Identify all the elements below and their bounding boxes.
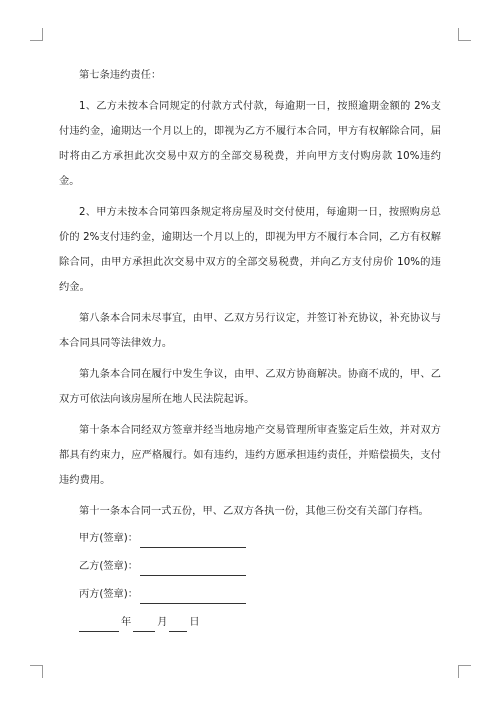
article-11: 第十一条本合同一式五份，甲、乙双方各执一份，其他三份交有关部门存档。 bbox=[79, 506, 429, 517]
signature-party-b bbox=[79, 558, 441, 576]
article-9: 第九条本合同在履行中发生争议，由甲、乙双方协商解决。协商不成的，甲、乙双方可依法向该房屋所在地人民法院起诉。 bbox=[59, 369, 441, 405]
signature-party-a bbox=[79, 530, 441, 548]
document-body bbox=[59, 63, 441, 632]
signature-party-b-line[interactable] bbox=[140, 563, 246, 576]
signature-party-b-label: 乙方(签章)： bbox=[79, 561, 138, 572]
article-10: 第十条本合同经双方签章并经当地房地产交易管理所审查鉴定后生效，并对双方都具有约束力，应严格履行。如有违约，违约方愿承担违约责任，并赔偿损失，支付违约费用。 bbox=[59, 425, 441, 486]
article-7-clause-1: 1、乙方未按本合同规定的付款方式付款，每逾期一日，按照逾期金额的 2%支付违约金，逾期达一个月以上的，即视为乙方不履行本合同，甲方有权解除合同，届时将由乙方承担此次交易中双方的全部交易税费，并向甲方支付购房款 10%违约金。 bbox=[59, 101, 441, 187]
article-8: 第八条本合同未尽事宜，由甲、乙双方另行议定，并签订补充协议，补充协议与本合同具同等法律效力。 bbox=[59, 313, 441, 349]
signature-party-c-label: 丙方(签章)： bbox=[79, 589, 138, 600]
date-year-blank[interactable] bbox=[79, 619, 119, 632]
signature-party-c-line[interactable] bbox=[140, 591, 246, 604]
signing-date bbox=[79, 614, 441, 632]
date-month-blank[interactable] bbox=[133, 619, 155, 632]
date-day-blank[interactable] bbox=[169, 619, 187, 632]
article-7-clause-2: 2、甲方未按本合同第四条规定将房屋及时交付使用，每逾期一日，按照购房总价的 2%支付违约金，逾期达一个月以上的，即视为甲方不履行本合同，乙方有权解除合同，由甲方承担此次交易中双方的全部交易税费，并向乙方支付房价 10%的违约金。 bbox=[59, 207, 441, 293]
signature-party-a-line[interactable] bbox=[140, 535, 246, 548]
signature-party-c bbox=[79, 586, 441, 604]
crop-mark-bottom-right bbox=[458, 665, 471, 678]
date-year-label: 年 bbox=[121, 617, 132, 628]
article-7-heading: 第七条违约责任： bbox=[79, 70, 162, 81]
crop-mark-top-right bbox=[458, 28, 471, 41]
date-day-label: 日 bbox=[189, 617, 200, 628]
signature-party-a-label: 甲方(签章)： bbox=[79, 533, 138, 544]
date-month-label: 月 bbox=[157, 617, 168, 628]
crop-mark-bottom-left bbox=[30, 665, 43, 678]
crop-mark-top-left bbox=[30, 28, 43, 41]
